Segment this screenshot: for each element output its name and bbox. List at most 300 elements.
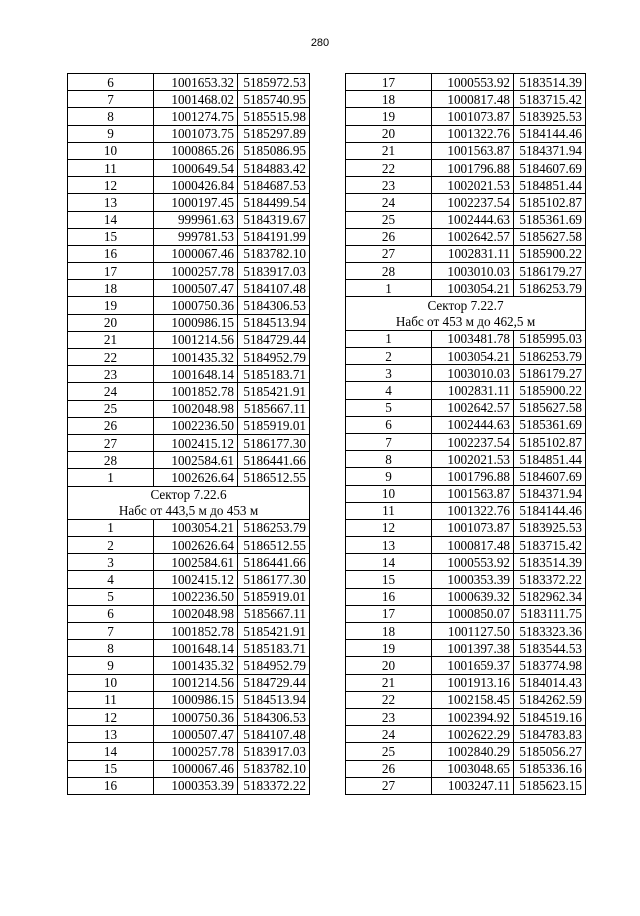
y-coordinate-cell: 5184014.43 — [514, 674, 586, 691]
y-coordinate-cell: 5183514.39 — [514, 554, 586, 571]
point-number-cell: 12 — [346, 519, 432, 536]
point-number-cell: 5 — [68, 588, 154, 605]
point-number-cell: 1 — [68, 469, 154, 486]
x-coordinate-cell: 1003481.78 — [432, 330, 514, 347]
y-coordinate-cell: 5183925.53 — [514, 108, 586, 125]
y-coordinate-cell: 5186179.27 — [514, 365, 586, 382]
y-coordinate-cell: 5184783.83 — [514, 726, 586, 743]
x-coordinate-cell: 1001648.14 — [154, 640, 238, 657]
table-row — [68, 211, 310, 228]
table-row — [346, 519, 586, 536]
y-coordinate-cell: 5186512.55 — [238, 537, 310, 554]
y-coordinate-cell: 5186179.27 — [514, 263, 586, 280]
y-coordinate-cell: 5184499.54 — [238, 194, 310, 211]
point-number-cell: 25 — [346, 743, 432, 760]
x-coordinate-cell: 1000750.36 — [154, 708, 238, 725]
y-coordinate-cell: 5183372.22 — [238, 777, 310, 794]
x-coordinate-cell: 1000507.47 — [154, 280, 238, 297]
point-number-cell: 12 — [68, 708, 154, 725]
y-coordinate-cell: 5185623.15 — [514, 777, 586, 794]
table-row — [346, 330, 586, 347]
y-coordinate-cell: 5185183.71 — [238, 366, 310, 383]
table-row — [346, 125, 586, 142]
point-number-cell: 16 — [346, 588, 432, 605]
table-row — [68, 194, 310, 211]
x-coordinate-cell: 1002584.61 — [154, 554, 238, 571]
point-number-cell: 22 — [68, 349, 154, 366]
table-row — [68, 142, 310, 159]
x-coordinate-cell: 1001073.75 — [154, 125, 238, 142]
y-coordinate-cell: 5183111.75 — [514, 605, 586, 622]
x-coordinate-cell: 1000197.45 — [154, 194, 238, 211]
x-coordinate-cell: 1000067.46 — [154, 760, 238, 777]
table-row — [346, 280, 586, 297]
table-row — [68, 297, 310, 314]
x-coordinate-cell: 1002840.29 — [432, 743, 514, 760]
x-coordinate-cell: 1002415.12 — [154, 434, 238, 451]
table-row — [68, 657, 310, 674]
table-row — [346, 177, 586, 194]
point-number-cell: 15 — [68, 228, 154, 245]
x-coordinate-cell: 1002626.64 — [154, 537, 238, 554]
point-number-cell: 19 — [68, 297, 154, 314]
y-coordinate-cell: 5184107.48 — [238, 726, 310, 743]
x-coordinate-cell: 1002831.11 — [432, 245, 514, 262]
table-row — [68, 588, 310, 605]
x-coordinate-cell: 1002444.63 — [432, 416, 514, 433]
table-row — [346, 743, 586, 760]
y-coordinate-cell: 5184729.44 — [238, 674, 310, 691]
sector-subtitle: Набс от 443,5 м до 453 м — [68, 503, 310, 520]
table-row — [68, 434, 310, 451]
table-row — [346, 674, 586, 691]
table-row — [68, 280, 310, 297]
table-row — [68, 760, 310, 777]
y-coordinate-cell: 5185421.91 — [238, 383, 310, 400]
table-row — [346, 760, 586, 777]
point-number-cell: 4 — [68, 571, 154, 588]
table-row — [346, 588, 586, 605]
y-coordinate-cell: 5186441.66 — [238, 452, 310, 469]
point-number-cell: 2 — [68, 537, 154, 554]
x-coordinate-cell: 1000553.92 — [432, 554, 514, 571]
point-number-cell: 10 — [68, 142, 154, 159]
table-row — [68, 159, 310, 176]
point-number-cell: 19 — [346, 640, 432, 657]
table-row — [68, 108, 310, 125]
point-number-cell: 7 — [68, 91, 154, 108]
point-number-cell: 8 — [68, 108, 154, 125]
point-number-cell: 8 — [346, 451, 432, 468]
point-number-cell: 12 — [68, 177, 154, 194]
point-number-cell: 11 — [346, 502, 432, 519]
x-coordinate-cell: 1001435.32 — [154, 657, 238, 674]
x-coordinate-cell: 1002236.50 — [154, 417, 238, 434]
x-coordinate-cell: 1000257.78 — [154, 263, 238, 280]
point-number-cell: 5 — [346, 399, 432, 416]
table-row — [68, 383, 310, 400]
x-coordinate-cell: 1001435.32 — [154, 349, 238, 366]
y-coordinate-cell: 5182962.34 — [514, 588, 586, 605]
x-coordinate-cell: 1003048.65 — [432, 760, 514, 777]
y-coordinate-cell: 5184519.16 — [514, 708, 586, 725]
y-coordinate-cell: 5185900.22 — [514, 245, 586, 262]
sector-title: Сектор 7.22.7 — [346, 297, 586, 314]
point-number-cell: 26 — [346, 228, 432, 245]
point-number-cell: 7 — [346, 433, 432, 450]
y-coordinate-cell: 5186253.79 — [514, 280, 586, 297]
x-coordinate-cell: 999781.53 — [154, 228, 238, 245]
x-coordinate-cell: 1002021.53 — [432, 451, 514, 468]
y-coordinate-cell: 5183715.42 — [514, 537, 586, 554]
table-row — [346, 640, 586, 657]
point-number-cell: 17 — [346, 74, 432, 91]
x-coordinate-cell: 1001073.87 — [432, 108, 514, 125]
x-coordinate-cell: 1000986.15 — [154, 691, 238, 708]
x-coordinate-cell: 1002584.61 — [154, 452, 238, 469]
table-row — [68, 400, 310, 417]
y-coordinate-cell: 5183514.39 — [514, 74, 586, 91]
point-number-cell: 21 — [346, 142, 432, 159]
y-coordinate-cell: 5185627.58 — [514, 228, 586, 245]
table-row — [68, 125, 310, 142]
point-number-cell: 27 — [68, 434, 154, 451]
y-coordinate-cell: 5185667.11 — [238, 605, 310, 622]
y-coordinate-cell: 5184371.94 — [514, 142, 586, 159]
table-row — [346, 365, 586, 382]
table-row — [68, 726, 310, 743]
sector-title: Сектор 7.22.6 — [68, 486, 310, 503]
point-number-cell: 13 — [68, 726, 154, 743]
table-row — [68, 263, 310, 280]
x-coordinate-cell: 1000067.46 — [154, 245, 238, 262]
table-row — [346, 228, 586, 245]
y-coordinate-cell: 5184883.42 — [238, 159, 310, 176]
x-coordinate-cell: 1001659.37 — [432, 657, 514, 674]
point-number-cell: 23 — [346, 708, 432, 725]
point-number-cell: 24 — [68, 383, 154, 400]
table-row — [346, 194, 586, 211]
point-number-cell: 25 — [68, 400, 154, 417]
table-row — [68, 605, 310, 622]
y-coordinate-cell: 5183782.10 — [238, 245, 310, 262]
x-coordinate-cell: 1003247.11 — [432, 777, 514, 794]
x-coordinate-cell: 1001796.88 — [432, 159, 514, 176]
point-number-cell: 18 — [346, 91, 432, 108]
table-row — [68, 571, 310, 588]
y-coordinate-cell: 5185421.91 — [238, 623, 310, 640]
table-row — [68, 314, 310, 331]
y-coordinate-cell: 5184306.53 — [238, 297, 310, 314]
point-number-cell: 15 — [346, 571, 432, 588]
table-row — [68, 366, 310, 383]
x-coordinate-cell: 1002394.92 — [432, 708, 514, 725]
point-number-cell: 3 — [346, 365, 432, 382]
point-number-cell: 13 — [346, 537, 432, 554]
x-coordinate-cell: 1001563.87 — [432, 142, 514, 159]
table-row — [346, 726, 586, 743]
x-coordinate-cell: 1002642.57 — [432, 399, 514, 416]
x-coordinate-cell: 1001913.16 — [432, 674, 514, 691]
table-row — [68, 674, 310, 691]
y-coordinate-cell: 5183917.03 — [238, 743, 310, 760]
y-coordinate-cell: 5184729.44 — [238, 331, 310, 348]
table-row — [346, 211, 586, 228]
x-coordinate-cell: 1000353.39 — [154, 777, 238, 794]
x-coordinate-cell: 1000553.92 — [432, 74, 514, 91]
table-row — [346, 605, 586, 622]
table-row — [68, 91, 310, 108]
table-row — [346, 142, 586, 159]
point-number-cell: 21 — [346, 674, 432, 691]
point-number-cell: 11 — [68, 159, 154, 176]
y-coordinate-cell: 5184851.44 — [514, 177, 586, 194]
y-coordinate-cell: 5186177.30 — [238, 571, 310, 588]
y-coordinate-cell: 5185056.27 — [514, 743, 586, 760]
x-coordinate-cell: 1003010.03 — [432, 365, 514, 382]
table-row — [68, 469, 310, 486]
point-number-cell: 23 — [68, 366, 154, 383]
table-row — [346, 416, 586, 433]
y-coordinate-cell: 5184851.44 — [514, 451, 586, 468]
x-coordinate-cell: 1001468.02 — [154, 91, 238, 108]
point-number-cell: 23 — [346, 177, 432, 194]
y-coordinate-cell: 5185297.89 — [238, 125, 310, 142]
sector-subtitle-row — [68, 503, 310, 520]
table-row — [346, 348, 586, 365]
y-coordinate-cell: 5185900.22 — [514, 382, 586, 399]
x-coordinate-cell: 1002622.29 — [432, 726, 514, 743]
table-row — [346, 159, 586, 176]
table-row — [346, 468, 586, 485]
y-coordinate-cell: 5184306.53 — [238, 708, 310, 725]
x-coordinate-cell: 1001322.76 — [432, 125, 514, 142]
table-row — [346, 382, 586, 399]
sector-subtitle: Набс от 453 м до 462,5 м — [346, 314, 586, 331]
x-coordinate-cell: 1002021.53 — [432, 177, 514, 194]
table-row — [68, 177, 310, 194]
point-number-cell: 11 — [68, 691, 154, 708]
table-row — [346, 245, 586, 262]
table-row — [346, 108, 586, 125]
point-number-cell: 28 — [68, 452, 154, 469]
point-number-cell: 2 — [346, 348, 432, 365]
y-coordinate-cell: 5184107.48 — [238, 280, 310, 297]
x-coordinate-cell: 1003054.21 — [432, 280, 514, 297]
y-coordinate-cell: 5184607.69 — [514, 468, 586, 485]
point-number-cell: 20 — [346, 125, 432, 142]
table-row — [346, 571, 586, 588]
x-coordinate-cell: 1000865.26 — [154, 142, 238, 159]
point-number-cell: 26 — [68, 417, 154, 434]
x-coordinate-cell: 1002158.45 — [432, 691, 514, 708]
table-row — [68, 245, 310, 262]
point-number-cell: 16 — [68, 245, 154, 262]
point-number-cell: 1 — [346, 330, 432, 347]
table-row — [68, 228, 310, 245]
y-coordinate-cell: 5184952.79 — [238, 657, 310, 674]
x-coordinate-cell: 1002831.11 — [432, 382, 514, 399]
point-number-cell: 27 — [346, 777, 432, 794]
table-row — [346, 537, 586, 554]
y-coordinate-cell: 5185336.16 — [514, 760, 586, 777]
point-number-cell: 20 — [346, 657, 432, 674]
y-coordinate-cell: 5186253.79 — [238, 519, 310, 536]
y-coordinate-cell: 5185667.11 — [238, 400, 310, 417]
x-coordinate-cell: 1000507.47 — [154, 726, 238, 743]
point-number-cell: 25 — [346, 211, 432, 228]
table-row — [346, 554, 586, 571]
point-number-cell: 14 — [346, 554, 432, 571]
point-number-cell: 10 — [346, 485, 432, 502]
point-number-cell: 9 — [68, 125, 154, 142]
point-number-cell: 18 — [68, 280, 154, 297]
table-row — [68, 777, 310, 794]
y-coordinate-cell: 5183372.22 — [514, 571, 586, 588]
y-coordinate-cell: 5183782.10 — [238, 760, 310, 777]
point-number-cell: 6 — [68, 74, 154, 91]
table-row — [346, 451, 586, 468]
table-row — [346, 708, 586, 725]
table-row — [346, 777, 586, 794]
x-coordinate-cell: 1000817.48 — [432, 537, 514, 554]
x-coordinate-cell: 1001852.78 — [154, 383, 238, 400]
table-row — [346, 623, 586, 640]
y-coordinate-cell: 5183925.53 — [514, 519, 586, 536]
y-coordinate-cell: 5183323.36 — [514, 623, 586, 640]
sector-title-row — [68, 486, 310, 503]
y-coordinate-cell: 5186253.79 — [514, 348, 586, 365]
point-number-cell: 20 — [68, 314, 154, 331]
point-number-cell: 15 — [68, 760, 154, 777]
point-number-cell: 27 — [346, 245, 432, 262]
x-coordinate-cell: 1002048.98 — [154, 605, 238, 622]
x-coordinate-cell: 1001796.88 — [432, 468, 514, 485]
point-number-cell: 14 — [68, 211, 154, 228]
x-coordinate-cell: 1000817.48 — [432, 91, 514, 108]
y-coordinate-cell: 5184144.46 — [514, 502, 586, 519]
y-coordinate-cell: 5185740.95 — [238, 91, 310, 108]
page-number: 280 — [310, 37, 330, 49]
table-row — [346, 433, 586, 450]
x-coordinate-cell: 1001397.38 — [432, 640, 514, 657]
point-number-cell: 26 — [346, 760, 432, 777]
y-coordinate-cell: 5185086.95 — [238, 142, 310, 159]
x-coordinate-cell: 999961.63 — [154, 211, 238, 228]
table-row — [68, 452, 310, 469]
y-coordinate-cell: 5185102.87 — [514, 194, 586, 211]
x-coordinate-cell: 1001648.14 — [154, 366, 238, 383]
point-number-cell: 22 — [346, 691, 432, 708]
x-coordinate-cell: 1000353.39 — [432, 571, 514, 588]
y-coordinate-cell: 5186512.55 — [238, 469, 310, 486]
x-coordinate-cell: 1001563.87 — [432, 485, 514, 502]
point-number-cell: 18 — [346, 623, 432, 640]
x-coordinate-cell: 1002237.54 — [432, 194, 514, 211]
x-coordinate-cell: 1002642.57 — [432, 228, 514, 245]
y-coordinate-cell: 5185919.01 — [238, 417, 310, 434]
point-number-cell: 1 — [68, 519, 154, 536]
x-coordinate-cell: 1003054.21 — [154, 519, 238, 536]
y-coordinate-cell: 5185919.01 — [238, 588, 310, 605]
y-coordinate-cell: 5184144.46 — [514, 125, 586, 142]
table-row — [68, 554, 310, 571]
point-number-cell: 17 — [346, 605, 432, 622]
point-number-cell: 17 — [68, 263, 154, 280]
x-coordinate-cell: 1000850.07 — [432, 605, 514, 622]
x-coordinate-cell: 1001322.76 — [432, 502, 514, 519]
table-row — [68, 623, 310, 640]
x-coordinate-cell: 1000750.36 — [154, 297, 238, 314]
y-coordinate-cell: 5184687.53 — [238, 177, 310, 194]
table-row — [346, 91, 586, 108]
x-coordinate-cell: 1001073.87 — [432, 519, 514, 536]
point-number-cell: 16 — [68, 777, 154, 794]
point-number-cell: 28 — [346, 263, 432, 280]
point-number-cell: 24 — [346, 726, 432, 743]
table-row — [68, 417, 310, 434]
table-row — [346, 399, 586, 416]
y-coordinate-cell: 5184607.69 — [514, 159, 586, 176]
point-number-cell: 9 — [68, 657, 154, 674]
y-coordinate-cell: 5185361.69 — [514, 416, 586, 433]
y-coordinate-cell: 5184262.59 — [514, 691, 586, 708]
x-coordinate-cell: 1001653.32 — [154, 74, 238, 91]
point-number-cell: 19 — [346, 108, 432, 125]
y-coordinate-cell: 5184319.67 — [238, 211, 310, 228]
right-coordinates-table — [345, 73, 586, 795]
point-number-cell: 3 — [68, 554, 154, 571]
table-row — [346, 74, 586, 91]
y-coordinate-cell: 5184513.94 — [238, 691, 310, 708]
y-coordinate-cell: 5185972.53 — [238, 74, 310, 91]
x-coordinate-cell: 1000649.54 — [154, 159, 238, 176]
x-coordinate-cell: 1000426.84 — [154, 177, 238, 194]
table-row — [346, 485, 586, 502]
point-number-cell: 24 — [346, 194, 432, 211]
x-coordinate-cell: 1001127.50 — [432, 623, 514, 640]
table-row — [68, 537, 310, 554]
table-row — [68, 691, 310, 708]
table-row — [346, 263, 586, 280]
table-row — [68, 74, 310, 91]
y-coordinate-cell: 5186441.66 — [238, 554, 310, 571]
x-coordinate-cell: 1001214.56 — [154, 331, 238, 348]
table-row — [346, 691, 586, 708]
x-coordinate-cell: 1001852.78 — [154, 623, 238, 640]
point-number-cell: 21 — [68, 331, 154, 348]
y-coordinate-cell: 5186177.30 — [238, 434, 310, 451]
y-coordinate-cell: 5183715.42 — [514, 91, 586, 108]
y-coordinate-cell: 5183917.03 — [238, 263, 310, 280]
y-coordinate-cell: 5184191.99 — [238, 228, 310, 245]
y-coordinate-cell: 5184513.94 — [238, 314, 310, 331]
y-coordinate-cell: 5183774.98 — [514, 657, 586, 674]
x-coordinate-cell: 1001274.75 — [154, 108, 238, 125]
point-number-cell: 9 — [346, 468, 432, 485]
x-coordinate-cell: 1002626.64 — [154, 469, 238, 486]
y-coordinate-cell: 5185183.71 — [238, 640, 310, 657]
table-row — [68, 349, 310, 366]
left-coordinates-table — [67, 73, 310, 795]
y-coordinate-cell: 5185515.98 — [238, 108, 310, 125]
y-coordinate-cell: 5185361.69 — [514, 211, 586, 228]
point-number-cell: 10 — [68, 674, 154, 691]
y-coordinate-cell: 5185627.58 — [514, 399, 586, 416]
x-coordinate-cell: 1003010.03 — [432, 263, 514, 280]
x-coordinate-cell: 1000257.78 — [154, 743, 238, 760]
x-coordinate-cell: 1002236.50 — [154, 588, 238, 605]
